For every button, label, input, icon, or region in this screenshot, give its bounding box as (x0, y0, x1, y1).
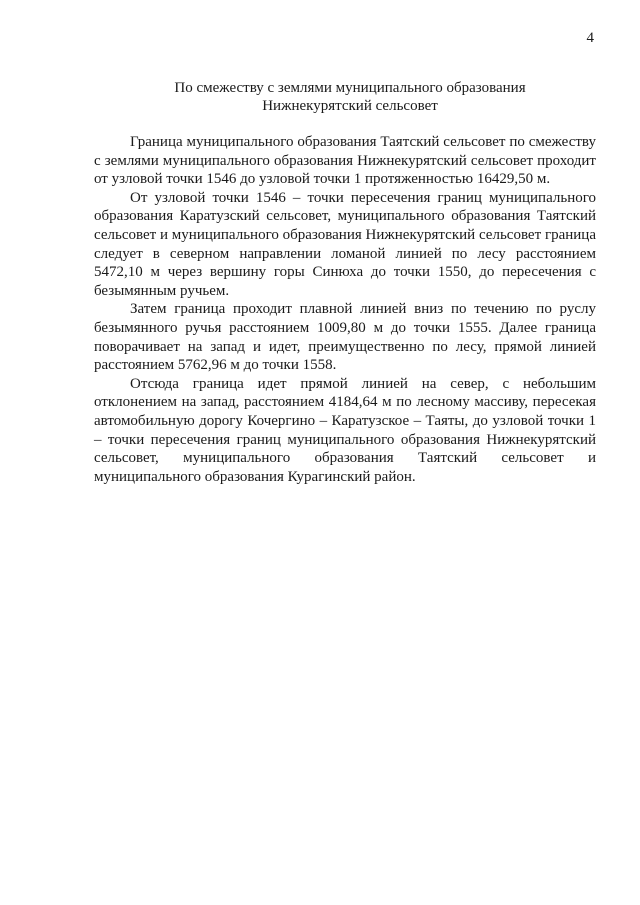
paragraph-2: От узловой точки 1546 – точки пересечения границ муниципального образования Каратузский сельсовет, муниципального образования Таятский сельсовет и муниципального образования Нижнекурятский сельсовет граница следует в северном направлении ломаной линией по лесу расстоянием 5472,10 м через вершину горы Синюха до точки 1550, до пересечения с безымянным ручьем. (94, 189, 596, 299)
section-title-line-2: Нижнекурятский сельсовет (262, 98, 438, 114)
paragraph-1: Граница муниципального образования Таятский сельсовет по смежеству с землями муниципального образования Нижнекурятский сельсовет проходит от узловой точки 1546 до узловой точки 1 протяженностью 16429,50 м. (94, 134, 596, 188)
paragraph-4: Отсюда граница идет прямой линией на север, с небольшим отклонением на запад, расстоянием 4184,64 м по лесному массиву, пересекая автомобильную дорогу Кочергино – Каратузское – Таяты, до узловой точки 1 – точки пересечения границ муниципального образования Нижнекурятский сельсовет, муниципального образования Таятский сельсовет и муниципального образования Курагинский район. (94, 375, 596, 485)
page-number: 4 (586, 30, 594, 46)
section-title-line-1: По смежеству с землями муниципального образования (174, 80, 526, 96)
section-title (90, 79, 610, 115)
paragraph-3: Затем граница проходит плавной линией вниз по течению по руслу безымянного ручья расстоянием 1009,80 м до точки 1555. Далее граница поворачивает на запад и идет, преимущественно по лесу, прямой линией расстоянием 5762,96 м до точки 1558. (94, 301, 596, 374)
document-body (94, 133, 596, 486)
